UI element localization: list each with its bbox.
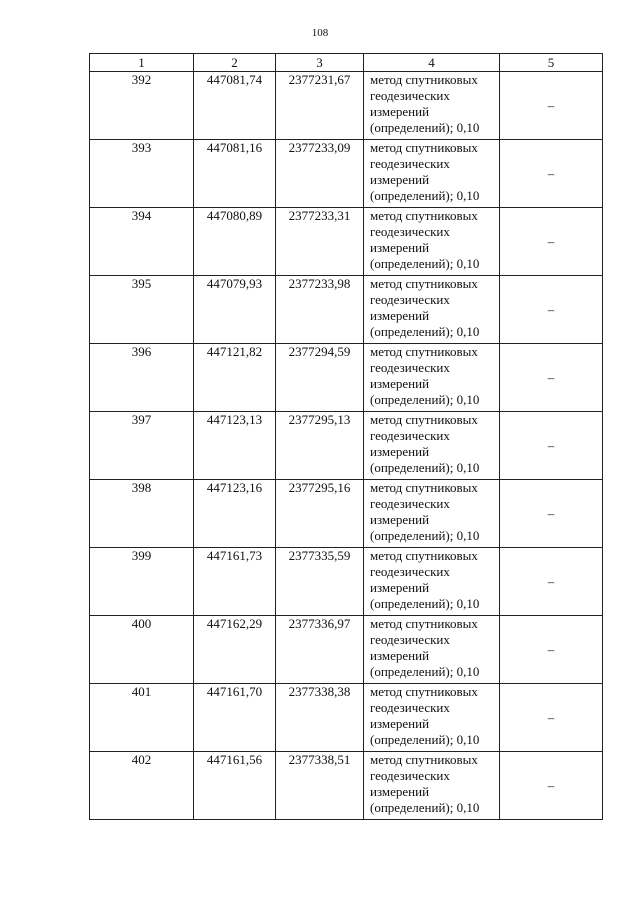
y-coordinate-cell: 2377295,13 xyxy=(276,412,364,480)
method-cell xyxy=(364,480,500,548)
x-coordinate-cell: 447162,29 xyxy=(194,616,276,684)
x-coordinate-cell: 447123,13 xyxy=(194,412,276,480)
method-cell xyxy=(364,276,500,344)
table-row xyxy=(90,344,603,412)
point-number-cell: 401 xyxy=(90,684,194,752)
x-coordinate-cell: 447161,56 xyxy=(194,752,276,820)
method-text: метод спутниковых геодезических измерений (определений); 0,10 xyxy=(370,480,480,543)
table-row xyxy=(90,72,603,140)
point-number-cell: 399 xyxy=(90,548,194,616)
coordinates-table-body xyxy=(90,54,603,820)
point-number-cell: 400 xyxy=(90,616,194,684)
method-text: метод спутниковых геодезических измерений (определений); 0,10 xyxy=(370,140,480,203)
table-row xyxy=(90,548,603,616)
note-cell: – xyxy=(500,480,603,548)
method-cell xyxy=(364,208,500,276)
table-row xyxy=(90,140,603,208)
point-number-cell: 397 xyxy=(90,412,194,480)
column-header: 1 xyxy=(90,54,194,72)
table-row xyxy=(90,684,603,752)
y-coordinate-cell: 2377231,67 xyxy=(276,72,364,140)
method-cell xyxy=(364,616,500,684)
method-text: метод спутниковых геодезических измерений (определений); 0,10 xyxy=(370,548,480,611)
table-row xyxy=(90,480,603,548)
y-coordinate-cell: 2377338,51 xyxy=(276,752,364,820)
y-coordinate-cell: 2377294,59 xyxy=(276,344,364,412)
method-text: метод спутниковых геодезических измерений (определений); 0,10 xyxy=(370,412,480,475)
method-cell xyxy=(364,344,500,412)
x-coordinate-cell: 447080,89 xyxy=(194,208,276,276)
note-cell: – xyxy=(500,140,603,208)
table-row xyxy=(90,412,603,480)
note-cell: – xyxy=(500,548,603,616)
method-cell xyxy=(364,548,500,616)
method-cell xyxy=(364,140,500,208)
table-row xyxy=(90,616,603,684)
note-cell: – xyxy=(500,344,603,412)
method-cell xyxy=(364,752,500,820)
page-number: 108 xyxy=(311,27,329,39)
column-header: 2 xyxy=(194,54,276,72)
method-text: метод спутниковых геодезических измерений (определений); 0,10 xyxy=(370,344,480,407)
note-cell: – xyxy=(500,412,603,480)
y-coordinate-cell: 2377233,31 xyxy=(276,208,364,276)
column-header: 3 xyxy=(276,54,364,72)
x-coordinate-cell: 447123,16 xyxy=(194,480,276,548)
point-number-cell: 394 xyxy=(90,208,194,276)
note-cell: – xyxy=(500,208,603,276)
note-cell: – xyxy=(500,276,603,344)
column-header: 4 xyxy=(364,54,500,72)
point-number-cell: 392 xyxy=(90,72,194,140)
table-row xyxy=(90,752,603,820)
note-cell: – xyxy=(500,752,603,820)
method-text: метод спутниковых геодезических измерений (определений); 0,10 xyxy=(370,276,480,339)
point-number-cell: 402 xyxy=(90,752,194,820)
point-number-cell: 395 xyxy=(90,276,194,344)
coordinates-table xyxy=(89,53,603,820)
x-coordinate-cell: 447161,70 xyxy=(194,684,276,752)
method-text: метод спутниковых геодезических измерений (определений); 0,10 xyxy=(370,752,480,815)
column-header: 5 xyxy=(500,54,603,72)
method-text: метод спутниковых геодезических измерений (определений); 0,10 xyxy=(370,616,480,679)
note-cell: – xyxy=(500,72,603,140)
x-coordinate-cell: 447121,82 xyxy=(194,344,276,412)
table-header-row xyxy=(90,54,603,72)
point-number-cell: 398 xyxy=(90,480,194,548)
y-coordinate-cell: 2377338,38 xyxy=(276,684,364,752)
y-coordinate-cell: 2377295,16 xyxy=(276,480,364,548)
table-row xyxy=(90,208,603,276)
x-coordinate-cell: 447081,74 xyxy=(194,72,276,140)
y-coordinate-cell: 2377335,59 xyxy=(276,548,364,616)
method-text: метод спутниковых геодезических измерений (определений); 0,10 xyxy=(370,72,480,135)
x-coordinate-cell: 447079,93 xyxy=(194,276,276,344)
note-cell: – xyxy=(500,684,603,752)
method-text: метод спутниковых геодезических измерений (определений); 0,10 xyxy=(370,208,480,271)
method-text: метод спутниковых геодезических измерений (определений); 0,10 xyxy=(370,684,480,747)
table-row xyxy=(90,276,603,344)
x-coordinate-cell: 447081,16 xyxy=(194,140,276,208)
point-number-cell: 396 xyxy=(90,344,194,412)
point-number-cell: 393 xyxy=(90,140,194,208)
note-cell: – xyxy=(500,616,603,684)
method-cell xyxy=(364,412,500,480)
y-coordinate-cell: 2377233,09 xyxy=(276,140,364,208)
method-cell xyxy=(364,684,500,752)
y-coordinate-cell: 2377233,98 xyxy=(276,276,364,344)
method-cell xyxy=(364,72,500,140)
x-coordinate-cell: 447161,73 xyxy=(194,548,276,616)
y-coordinate-cell: 2377336,97 xyxy=(276,616,364,684)
